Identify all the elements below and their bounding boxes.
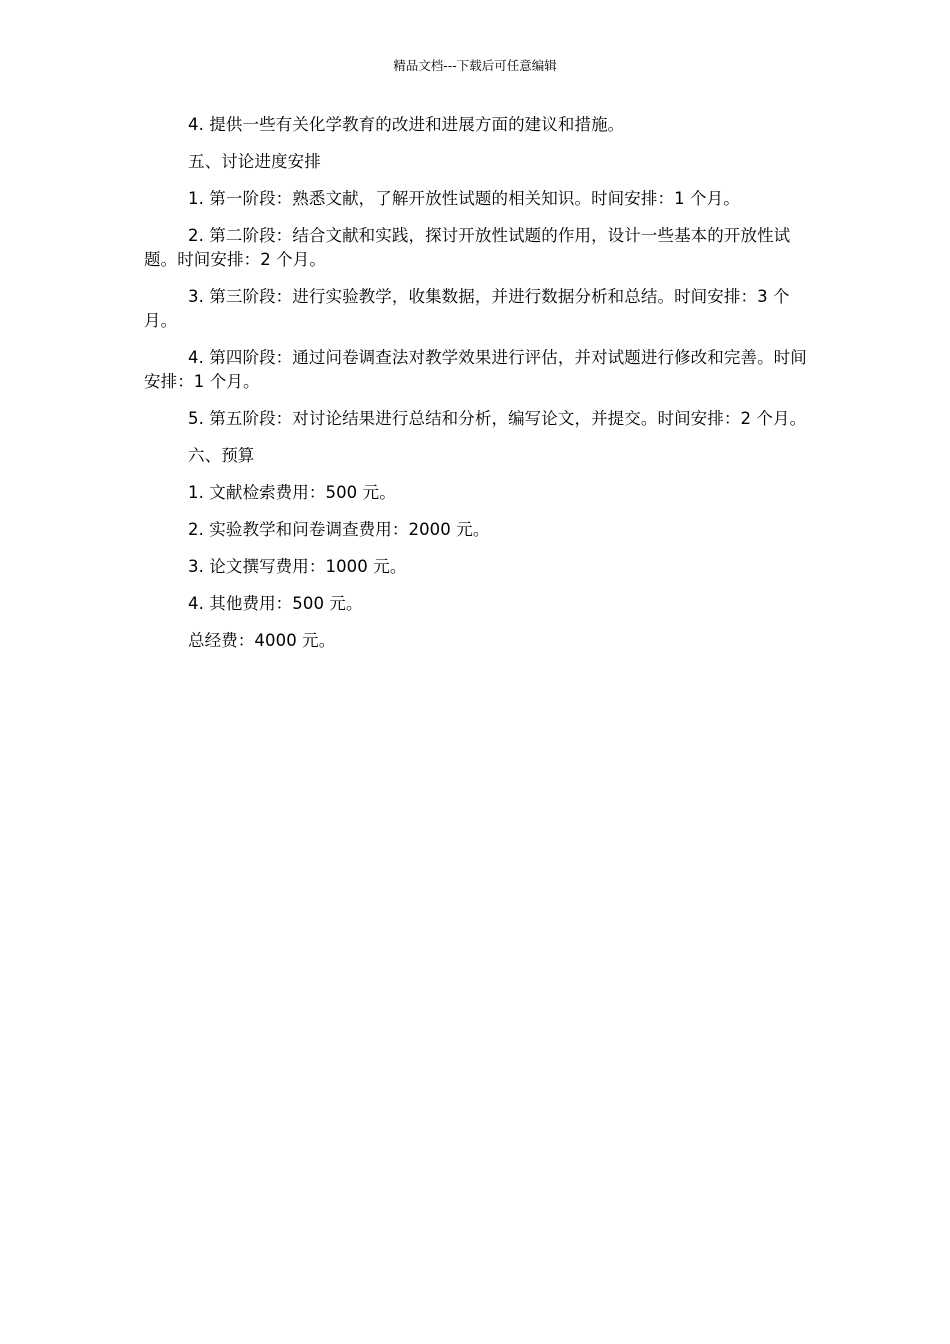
section-heading-budget: 六、预算 — [188, 446, 255, 465]
budget-item-experiment: 2. 实验教学和问卷调查费用：2000 元。 — [188, 520, 490, 539]
paragraph-stage-3: 3. 第三阶段：进行实验教学，收集数据，并进行数据分析和总结。时间安排：3 个月。 — [144, 287, 790, 330]
page-header: 精品文档---下载后可任意编辑 — [393, 58, 557, 73]
paragraph-stage-5: 5. 第五阶段：对讨论结果进行总结和分析，编写论文，并提交。时间安排：2 个月。 — [188, 409, 807, 428]
budget-item-other: 4. 其他费用：500 元。 — [188, 594, 363, 613]
budget-total: 总经费：4000 元。 — [188, 631, 336, 650]
budget-item-literature: 1. 文献检索费用：500 元。 — [188, 483, 396, 502]
budget-item-writing: 3. 论文撰写费用：1000 元。 — [188, 557, 407, 576]
paragraph-stage-2: 2. 第二阶段：结合文献和实践，探讨开放性试题的作用，设计一些基本的开放性试题。时间安排：2 个月。 — [144, 226, 791, 269]
paragraph-stage-4: 4. 第四阶段：通过问卷调查法对教学效果进行评估，并对试题进行修改和完善。时间安排：1 个月。 — [144, 348, 807, 391]
paragraph-suggestions: 4. 提供一些有关化学教育的改进和进展方面的建议和措施。 — [188, 115, 625, 134]
section-heading-schedule: 五、讨论进度安排 — [188, 152, 321, 171]
paragraph-stage-1: 1. 第一阶段：熟悉文献，了解开放性试题的相关知识。时间安排：1 个月。 — [188, 189, 740, 208]
document-body — [144, 113, 808, 666]
